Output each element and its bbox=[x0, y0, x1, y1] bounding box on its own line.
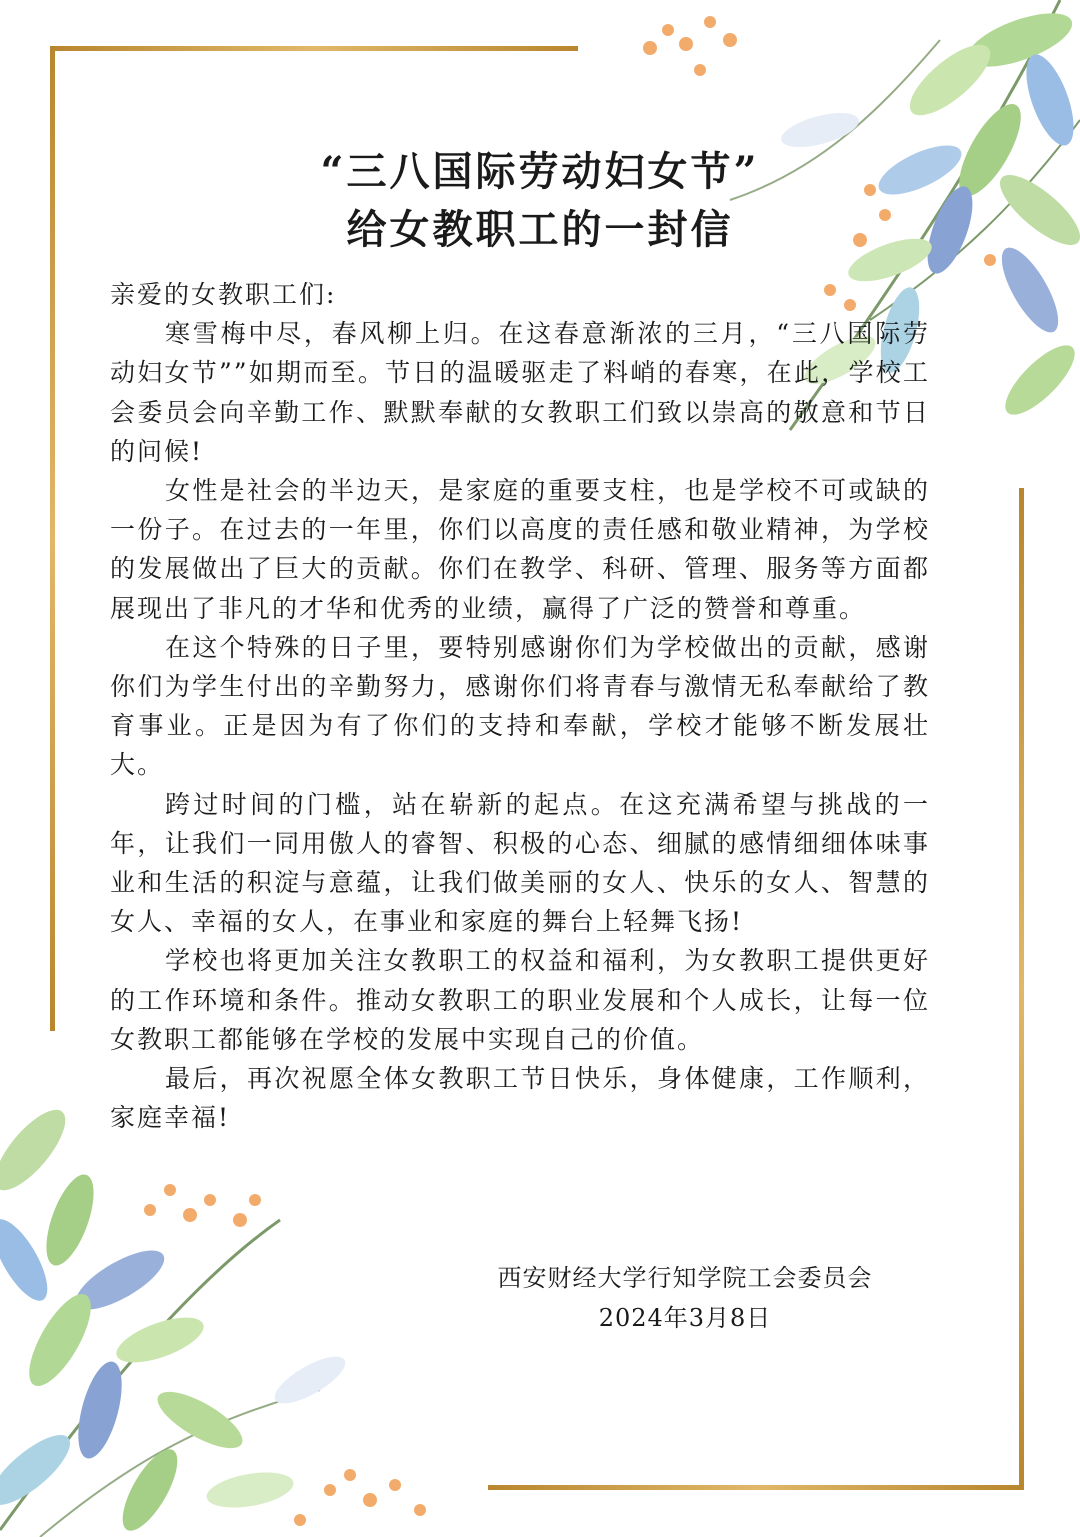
frame-bottom-line bbox=[488, 1485, 1024, 1490]
letter-paragraph-1: 寒雪梅中尽，春风柳上归。在这春意渐浓的三月，“三八国际劳动妇女节””如期而至。节日的温暖驱走了料峭的春寒，在此，学校工会委员会向辛勤工作、默默奉献的女教职工们致以崇高的敬意和节日的问候! bbox=[110, 319, 930, 466]
frame-top-line bbox=[50, 46, 578, 51]
signature-block bbox=[440, 1258, 930, 1338]
frame-right-line bbox=[1019, 488, 1024, 1490]
letter-body bbox=[110, 275, 930, 1137]
letter-paragraph-6: 最后，再次祝愿全体女教职工节日快乐，身体健康，工作顺利，家庭幸福! bbox=[110, 1064, 930, 1133]
letter-paragraph-4: 跨过时间的门槛，站在崭新的起点。在这充满希望与挑战的一年，让我们一同用傲人的睿智、积极的心态、细腻的感情细细体味事业和生活的积淀与意蕴，让我们做美丽的女人、快乐的女人、智慧的女人、幸福的女人，在事业和家庭的舞台上轻舞飞扬! bbox=[110, 789, 930, 937]
letter-paragraph-5: 学校也将更加关注女教职工的权益和福利，为女教职工提供更好的工作环境和条件。推动女教职工的职业发展和个人成长，让每一位女教职工都能够在学校的发展中实现自己的价值。 bbox=[110, 946, 930, 1054]
floral-decoration-bottom-left bbox=[0, 1090, 460, 1537]
signature-date: 2024年3月8日 bbox=[598, 1304, 772, 1332]
signature-organization: 西安财经大学行知学院工会委员会 bbox=[497, 1264, 873, 1292]
letter-salutation: 亲爱的女教职工们: bbox=[110, 280, 337, 309]
letter-title-line2: 给女教职工的一封信 bbox=[346, 206, 734, 253]
letter-paragraph-2: 女性是社会的半边天，是家庭的重要支柱，也是学校不可或缺的一份子。在过去的一年里，你们以高度的责任感和敬业精神，为学校的发展做出了巨大的贡献。你们在教学、科研、管理、服务等方面都展现出了非凡的才华和优秀的业绩，赢得了广泛的赞誉和尊重。 bbox=[110, 476, 930, 623]
letter-paragraph-3: 在这个特殊的日子里，要特别感谢你们为学校做出的贡献，感谢你们为学生付出的辛勤努力，感谢你们将青春与激情无私奉献给了教育事业。正是因为有了你们的支持和奉献，学校才能够不断发展壮大。 bbox=[110, 632, 930, 780]
letter-title-line1: “三八国际劳动妇女节” bbox=[320, 148, 760, 195]
